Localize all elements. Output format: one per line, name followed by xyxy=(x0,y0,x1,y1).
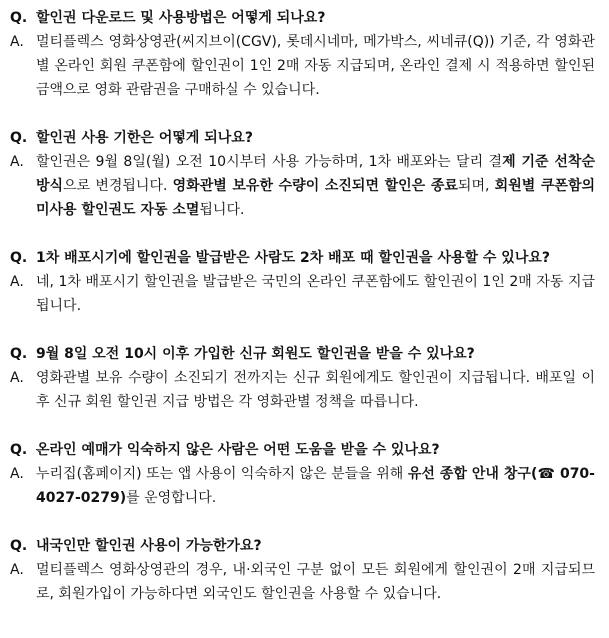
faq-item xyxy=(10,126,595,222)
faq-answer xyxy=(10,462,595,510)
faq-question xyxy=(10,246,595,270)
answer-emphasis: 회원별 쿠폰함의 미사용 할인권도 자동 소멸 xyxy=(36,178,595,218)
answer-segment: 네, 1차 배포시기 할인권을 발급받은 국민의 온라인 쿠폰함에도 할인권이 1인 2매 자동 지급됩니다. xyxy=(36,274,595,314)
faq-answer xyxy=(10,150,595,222)
faq-question xyxy=(10,438,595,462)
answer-text xyxy=(36,150,595,222)
answer-marker: A. xyxy=(10,466,24,482)
answer-segment: 할인권은 9월 8일(월) 오전 10시부터 사용 가능하며, 1차 배포와는 달리 결 xyxy=(36,154,503,170)
answer-segment: 영화관별 보유 수량이 소진되기 전까지는 신규 회원에게도 할인권이 지급됩니다. 배포일 이후 신규 회원 할인권 지급 방법은 각 영화관별 정책을 따릅니다. xyxy=(36,370,595,410)
question-text: 할인권 다운로드 및 사용방법은 어떻게 되나요? xyxy=(36,10,326,26)
answer-segment: 멀티플렉스 영화상영관의 경우, 내·외국인 구분 없이 모든 회원에게 할인권이 2매 지급되므로, 회원가입이 가능하다면 외국인도 할인권을 사용할 수 있습니다. xyxy=(36,562,595,602)
answer-marker: A. xyxy=(10,154,24,170)
question-marker: Q. xyxy=(10,130,28,146)
faq-question xyxy=(10,126,595,150)
faq-answer xyxy=(10,366,595,414)
answer-text xyxy=(36,30,595,102)
faq-question xyxy=(10,6,595,30)
answer-emphasis: 유선 종합 안내 창구(☎ 070-4027-0279) xyxy=(36,466,595,506)
answer-marker: A. xyxy=(10,562,24,578)
question-marker: Q. xyxy=(10,250,28,266)
answer-segment: 으로 변경됩니다. xyxy=(63,178,173,194)
answer-marker: A. xyxy=(10,34,24,50)
faq-item xyxy=(10,6,595,102)
question-marker: Q. xyxy=(10,442,28,458)
question-text: 내국인만 할인권 사용이 가능한가요? xyxy=(36,538,262,554)
question-text: 할인권 사용 기한은 어떻게 되나요? xyxy=(36,130,253,146)
answer-text xyxy=(36,462,595,510)
faq-item xyxy=(10,534,595,606)
answer-segment: 됩니다. xyxy=(199,202,245,218)
faq-answer xyxy=(10,270,595,318)
question-marker: Q. xyxy=(10,10,28,26)
answer-emphasis: 영화관별 보유한 수량이 소진되면 할인은 종료 xyxy=(172,178,458,194)
faq-item xyxy=(10,438,595,510)
faq-answer xyxy=(10,558,595,606)
answer-text xyxy=(36,270,595,318)
faq-item xyxy=(10,246,595,318)
answer-text xyxy=(36,558,595,606)
faq-question xyxy=(10,342,595,366)
answer-segment: 를 운영합니다. xyxy=(126,490,217,506)
question-text: 1차 배포시기에 할인권을 발급받은 사람도 2차 배포 때 할인권을 사용할 수 있나요? xyxy=(36,250,550,266)
faq-answer xyxy=(10,30,595,102)
answer-segment: 되며, xyxy=(457,178,495,194)
question-text: 온라인 예매가 익숙하지 않은 사람은 어떤 도움을 받을 수 있나요? xyxy=(36,442,440,458)
answer-segment: 멀티플렉스 영화상영관(씨지브이(CGV), 롯데시네마, 메가박스, 씨네큐(Q)) 기준, 각 영화관별 온라인 회원 쿠폰함에 할인권이 1인 2매 자동 지급되며, 온라인 결제 시 적용하면 할인된 금액으로 영화 관람권을 구매하실 수 있습니다. xyxy=(36,34,595,98)
answer-emphasis: 제 기준 선착순 방식 xyxy=(36,154,595,194)
question-text: 9월 8일 오전 10시 이후 가입한 신규 회원도 할인권을 받을 수 있나요? xyxy=(36,346,475,362)
question-marker: Q. xyxy=(10,346,28,362)
answer-text xyxy=(36,366,595,414)
faq-item xyxy=(10,342,595,414)
faq-question xyxy=(10,534,595,558)
answer-segment: 누리집(홈페이지) 또는 앱 사용이 익숙하지 않은 분들을 위해 xyxy=(36,466,408,482)
question-marker: Q. xyxy=(10,538,28,554)
answer-marker: A. xyxy=(10,370,24,386)
answer-marker: A. xyxy=(10,274,24,290)
